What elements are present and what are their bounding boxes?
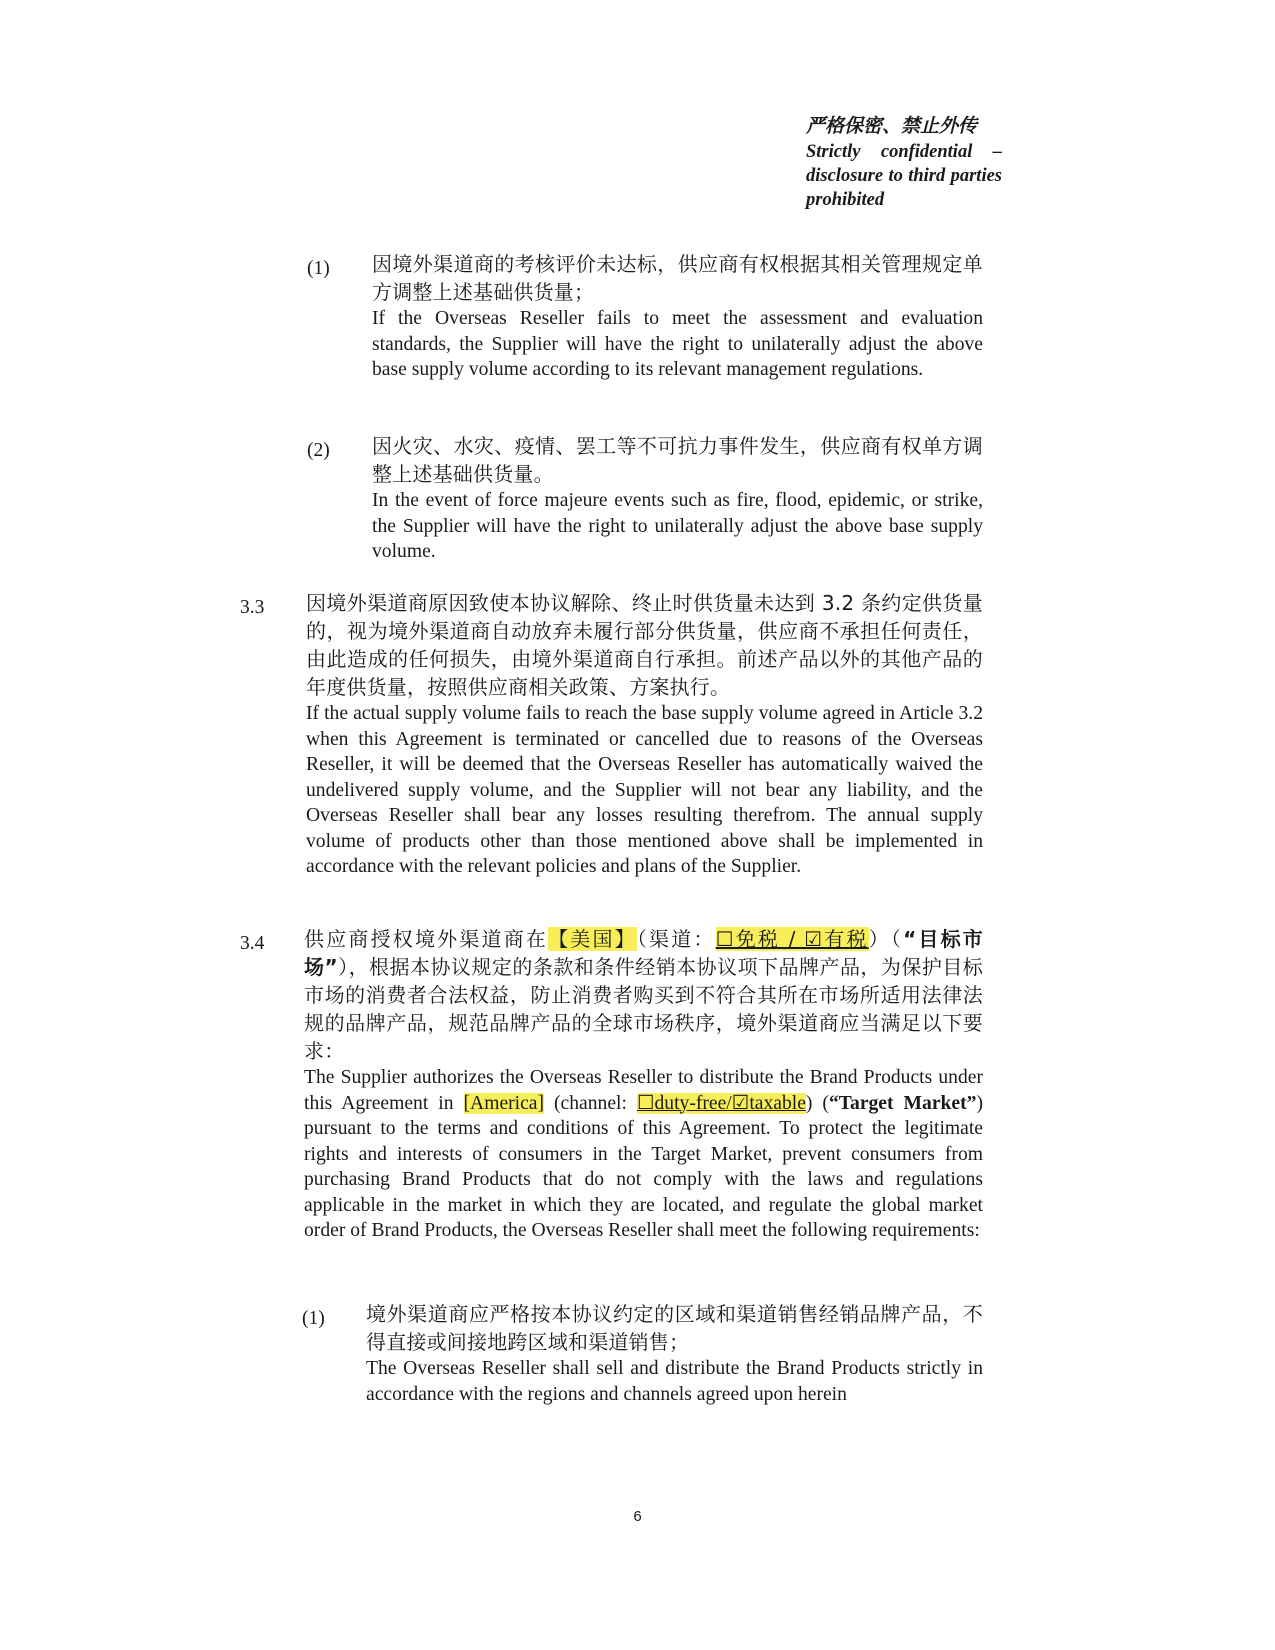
item-text-cn: 因境外渠道商的考核评价未达标，供应商有权根据其相关管理规定单方调整上述基础供货量； (372, 252, 983, 304)
clause-text-cn: 因境外渠道商原因致使本协议解除、终止时供货量未达到 3.2 条约定供货量的，视为境外渠道商自动放弃未履行部分供货量，供应商不承担任何责任，由此造成的任何损失，由境外渠道商自行承担。前述产品以外的其他产品的年度供货量，按照供应商相关政策、方案执行。 (306, 591, 983, 699)
text-span: (channel: (544, 1092, 637, 1114)
item-text-en: If the Overseas Reseller fails to meet the assessment and evaluation standards, the Supplier will have the right to unilaterally adjust the above base supply volume according to its relevant management regulations. (372, 308, 983, 380)
item-number: (2) (307, 440, 330, 461)
confidentiality-notice-cn: 严格保密、禁止外传 (806, 115, 978, 137)
clause-text-en (304, 1065, 983, 1244)
market-highlight-cn: 【美国】 (548, 927, 637, 951)
item-text-cn: 境外渠道商应严格按本协议约定的区域和渠道销售经销品牌产品，不得直接或间接地跨区域和渠道销售； (366, 1302, 983, 1354)
item-text-en: The Overseas Reseller shall sell and distribute the Brand Products strictly in accordance with the regions and channels agreed upon herein (366, 1358, 983, 1405)
item-text-en: In the event of force majeure events such as fire, flood, epidemic, or strike, the Supplier will have the right to unilaterally adjust the above base supply volume. (372, 490, 983, 562)
defined-term-cn: “目标市场” (304, 927, 983, 979)
clause-number: 3.4 (240, 933, 265, 954)
text-span: 供应商授权境外渠道商在 (304, 927, 549, 951)
clause-number: 3.3 (240, 597, 265, 618)
item-number: (1) (302, 1308, 325, 1329)
channel-highlight-en: ☐duty-free/☑taxable (636, 1092, 806, 1114)
clause-text-en: If the actual supply volume fails to reach the base supply volume agreed in Article 3.2 when this Agreement is terminated or cancelled due to reasons of the Overseas Reseller, it will be deemed that the Overseas Reseller has automatically waived the undelivered supply volume, and the Supplier will not bear any liability, and the Overseas Reseller shall bear any losses resulting therefrom. The annual supply volume of products other than those mentioned above shall be implemented in accordance with the relevant policies and plans of the Supplier. (306, 703, 983, 877)
text-span: ) pursuant to the terms and conditions of this Agreement. To protect the legitimate rights and interests of consumers in the Target Market, prevent consumers from purchasing Brand Products that do not comply with the laws and regulations applicable in the market in which they are located, and regulate the global market order of Brand Products, the Overseas Reseller shall meet the following requirements: (304, 1092, 983, 1241)
text-span: （渠道： (636, 927, 716, 951)
confidentiality-notice (806, 114, 1002, 212)
market-highlight-en: [America] (463, 1092, 545, 1114)
channel-highlight-cn: ☐免税 / ☑有税 (715, 927, 869, 951)
text-span: ) ( (805, 1092, 829, 1114)
text-span: ），根据本协议规定的条款和条件经销本协议项下品牌产品，为保护目标市场的消费者合法权益，防止消费者购买到不符合其所在市场所适用法律法规的品牌产品，规范品牌产品的全球市场秩序，境外渠道商应当满足以下要求： (304, 955, 984, 1063)
item-number: (1) (307, 258, 330, 279)
text-span: ）（ (868, 927, 904, 951)
confidentiality-notice-en: Strictly confidential – disclosure to third parties prohibited (806, 142, 1002, 210)
page-number: 6 (633, 1508, 642, 1525)
item-text-cn: 因火灾、水灾、疫情、罢工等不可抗力事件发生，供应商有权单方调整上述基础供货量。 (372, 434, 983, 486)
text-span: The Supplier authorizes the Overseas Reseller to distribute the Brand Products under this Agreement in (304, 1067, 983, 1114)
defined-term-en: “Target Market” (828, 1092, 977, 1114)
clause-text-cn (304, 925, 983, 1065)
